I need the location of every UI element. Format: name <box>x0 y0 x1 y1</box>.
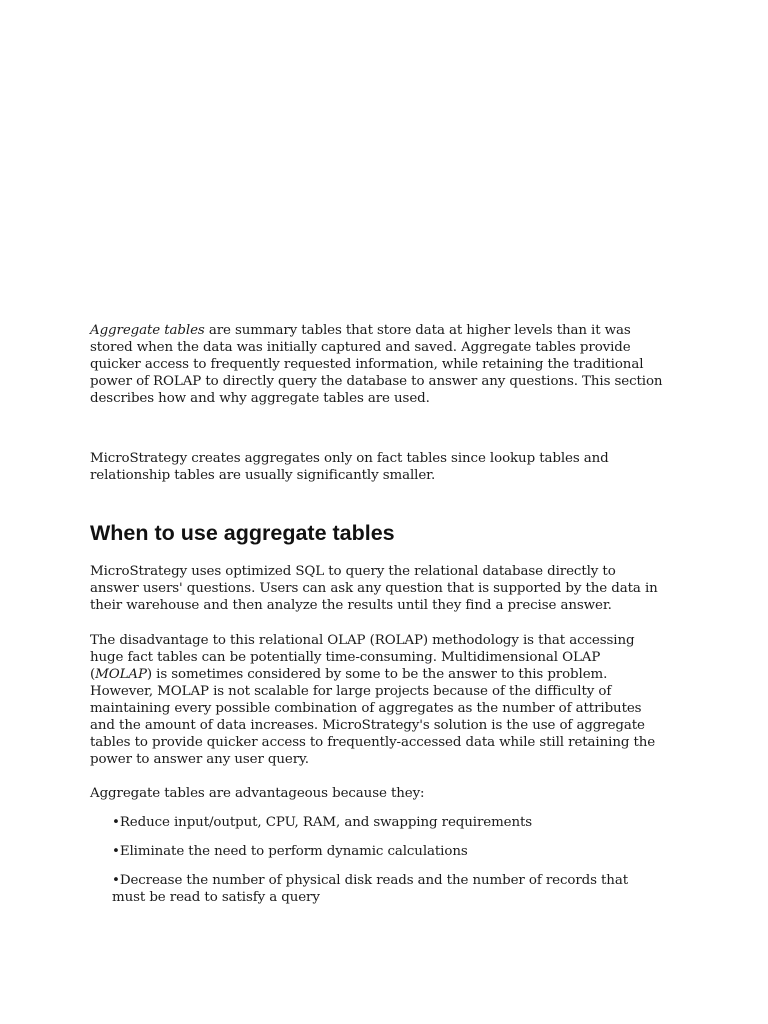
aggregate-tables-term: Aggregate tables <box>90 323 205 338</box>
rolap-text-before: The disadvantage to this relational OLAP (ROLAP) methodology is that accessing huge fact tables can be potentially time-consuming. Multidimensional OLAP ( <box>90 633 635 682</box>
bullet-icon: • <box>112 873 120 888</box>
bullet-icon: • <box>112 844 120 859</box>
intro-paragraph <box>90 322 665 407</box>
bullet-icon: • <box>112 815 120 830</box>
rolap-disadvantage-paragraph <box>90 632 665 768</box>
list-item <box>112 843 665 860</box>
list-item-text: Reduce input/output, CPU, RAM, and swapping requirements <box>119 815 533 830</box>
intro-text: are summary tables that store data at higher levels than it was stored when the data was initially captured and saved. Aggregate tables provide quicker access to frequently requested information, while retaining the traditional power of ROLAP to directly query the database to answer any questions. This section describes how and why aggregate tables are used. <box>90 323 663 406</box>
advantages-list <box>90 814 665 906</box>
list-item-text: Eliminate the need to perform dynamic calculations <box>119 844 468 859</box>
document-body <box>90 322 665 918</box>
section-heading: When to use aggregate tables <box>90 521 395 545</box>
optimized-sql-paragraph: MicroStrategy uses optimized SQL to query the relational database directly to answer users' questions. Users can ask any question that is supported by the data in their warehouse and then analyze the results until they find a precise answer. <box>90 564 658 613</box>
rolap-text-after: ) is sometimes considered by some to be the answer to this problem. However, MOLAP is not scalable for large projects because of the difficulty of maintaining every possible combination of aggregates as the number of attributes and the amount of data increases. MicroStrategy's solution is the use of aggregate tables to provide quicker access to frequently-accessed data while still retaining the power to answer any user query. <box>90 667 656 767</box>
list-item <box>112 872 665 906</box>
list-item-text: Decrease the number of physical disk reads and the number of records that must be read to satisfy a query <box>112 873 628 905</box>
advantages-intro-paragraph: Aggregate tables are advantageous because they: <box>90 786 425 801</box>
fact-tables-paragraph: MicroStrategy creates aggregates only on fact tables since lookup tables and relationship tables are usually significantly smaller. <box>90 451 609 483</box>
molap-term: MOLAP <box>95 667 147 682</box>
list-item <box>112 814 665 831</box>
